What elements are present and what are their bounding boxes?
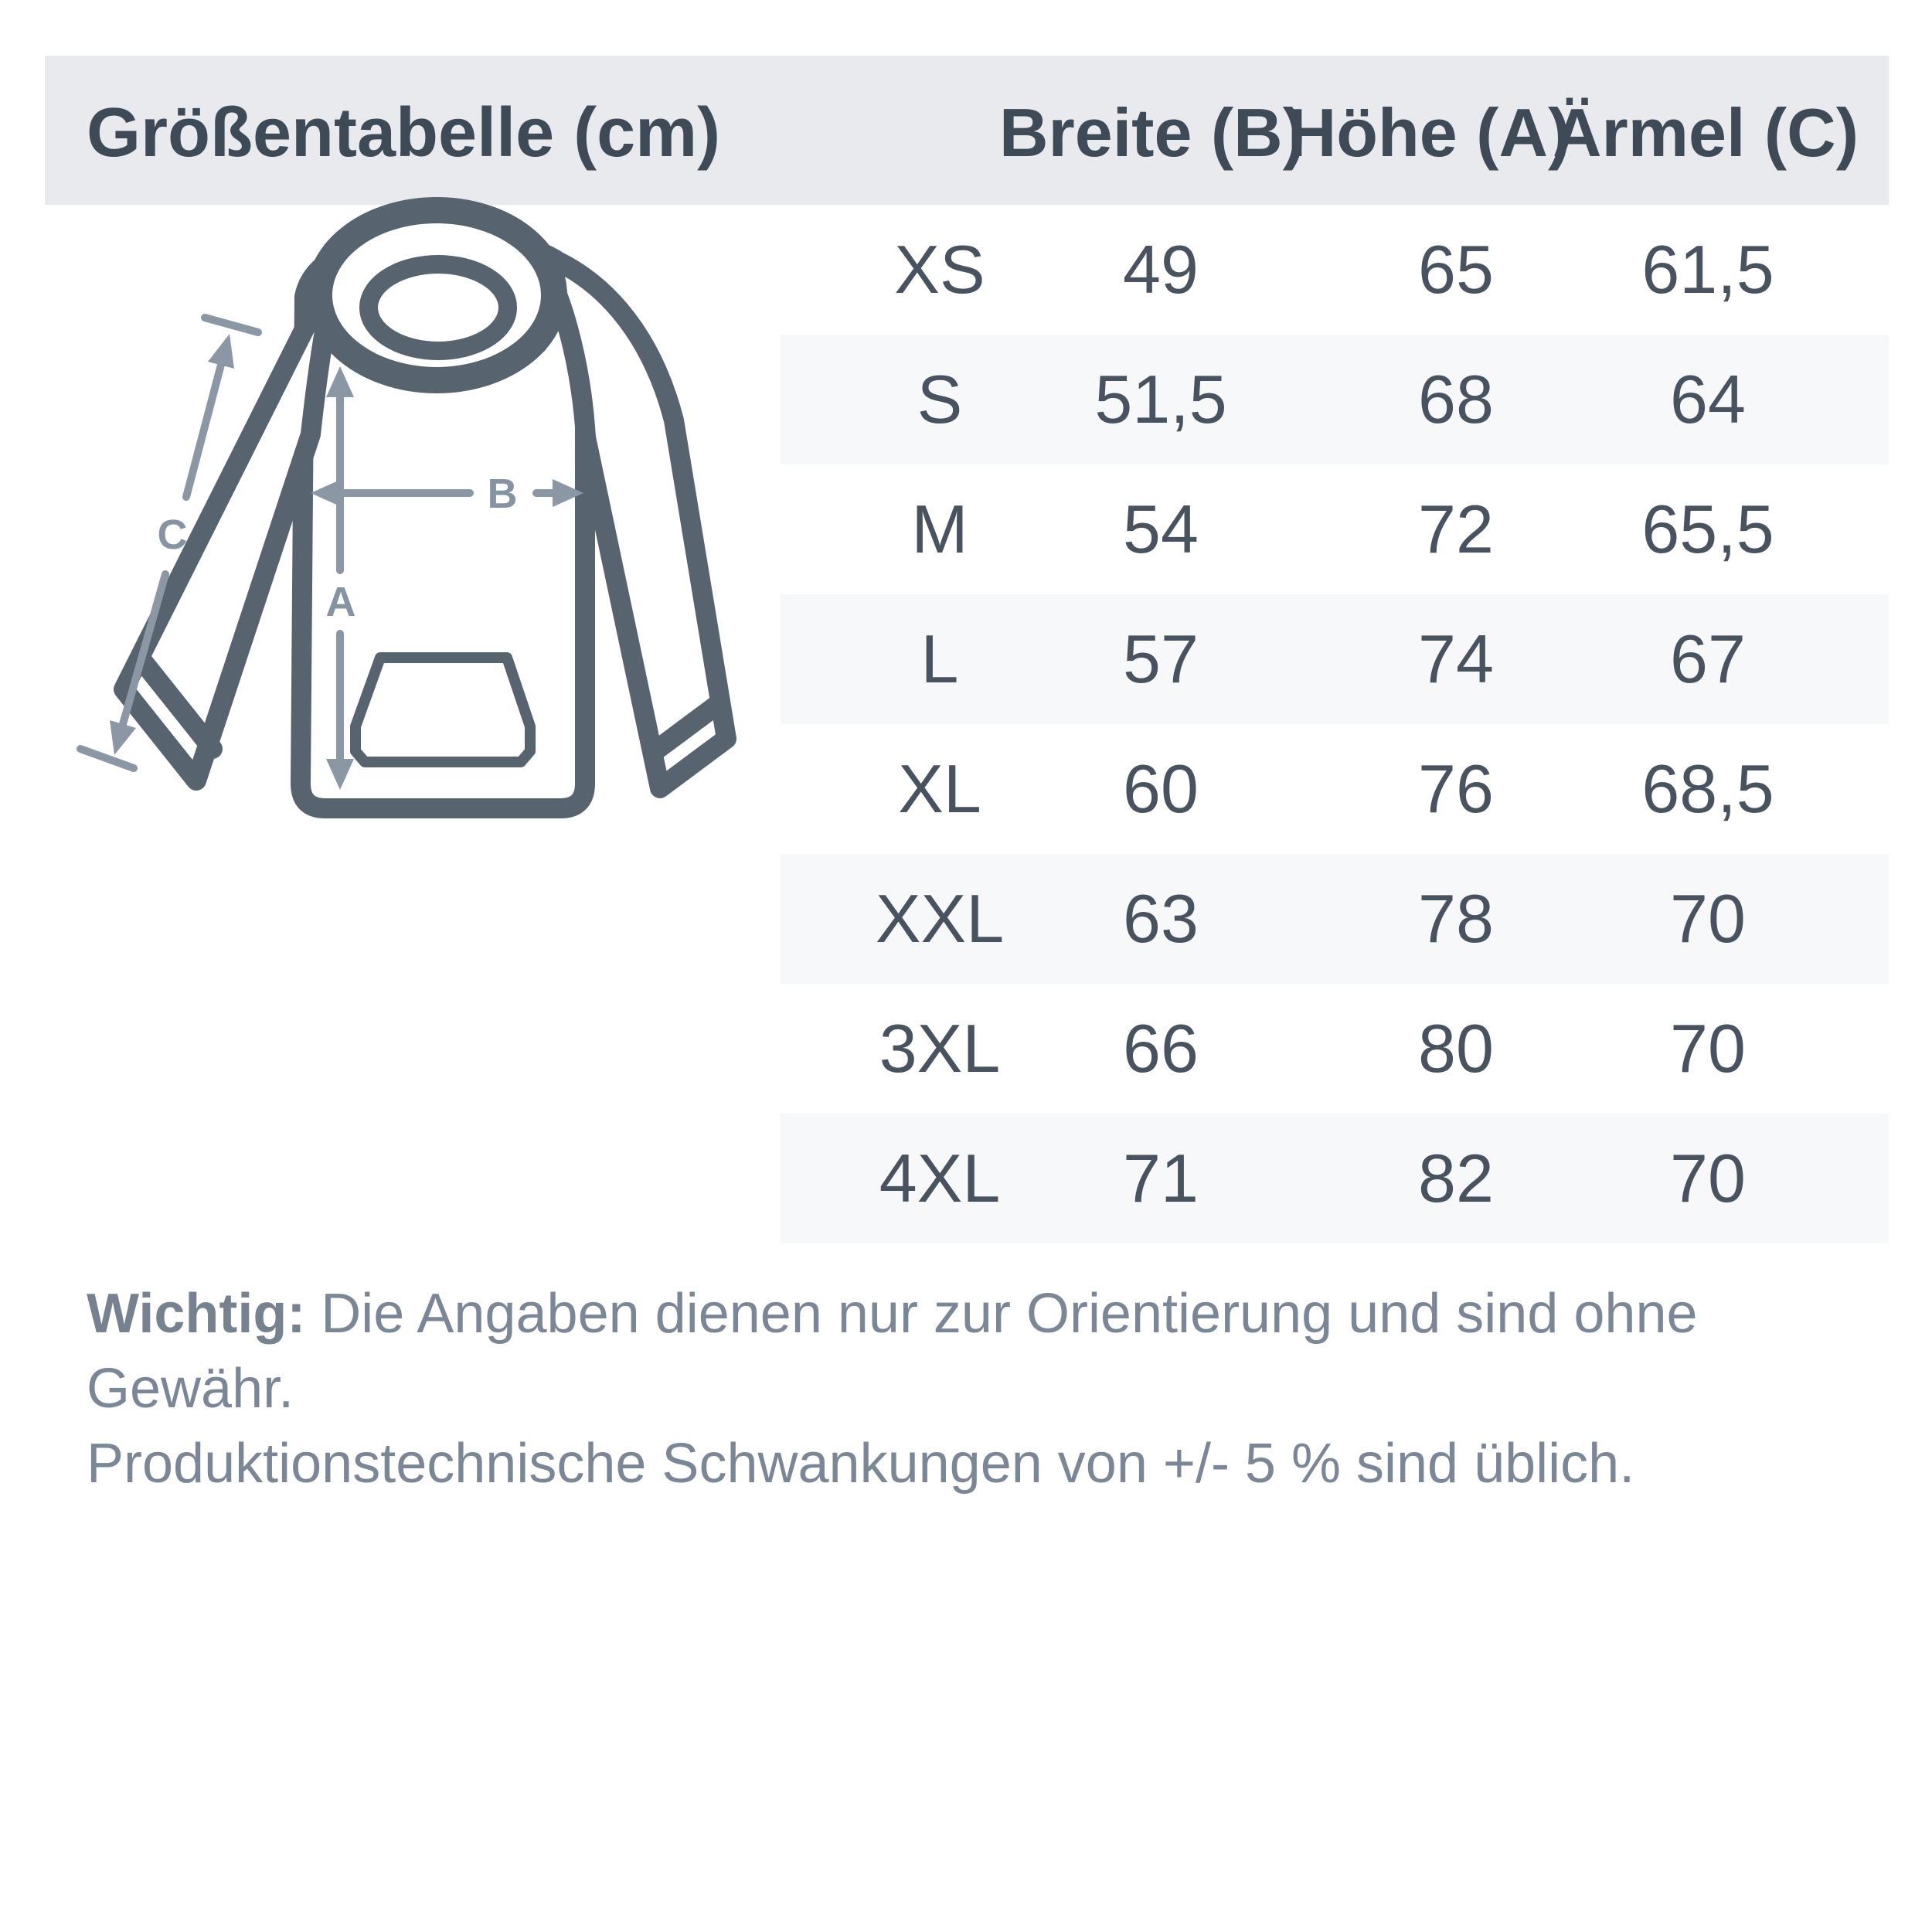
aermel-value: 65,5 — [1641, 491, 1774, 567]
label-c: C — [157, 512, 188, 558]
table-row-xs — [45, 205, 1889, 335]
size-label: XS — [894, 231, 985, 308]
label-a: A — [325, 579, 356, 625]
table-row-l — [45, 594, 1889, 724]
breite-value: 57 — [1123, 621, 1199, 697]
hoehe-value: 76 — [1418, 750, 1494, 827]
disclaimer-bold-prefix: Wichtig: — [87, 1283, 306, 1345]
aermel-value: 70 — [1670, 1140, 1746, 1216]
breite-value: 60 — [1123, 750, 1199, 827]
table-row-s — [45, 335, 1889, 464]
disclaimer-line2: Produktionstechnische Schwankungen von +/- 5 % sind üblich. — [87, 1433, 1635, 1495]
breite-value: 66 — [1123, 1010, 1199, 1087]
table-row-4xl — [45, 1114, 1889, 1243]
size-label: 3XL — [879, 1010, 1001, 1087]
size-label: S — [917, 361, 963, 437]
table-row-m — [45, 464, 1889, 594]
hoehe-value: 78 — [1418, 880, 1494, 957]
aermel-value: 67 — [1670, 621, 1746, 697]
size-label: XL — [898, 750, 981, 827]
table-row-xxl — [45, 854, 1889, 984]
hoehe-value: 72 — [1418, 491, 1494, 567]
aermel-value: 61,5 — [1641, 231, 1774, 308]
size-label: 4XL — [879, 1140, 1001, 1216]
aermel-value: 70 — [1670, 880, 1746, 957]
hoehe-value: 65 — [1418, 231, 1494, 308]
hoehe-value: 80 — [1418, 1010, 1494, 1087]
hoehe-value: 68 — [1418, 361, 1494, 437]
column-header-aermel: Ärmel (C) — [1552, 94, 1859, 171]
disclaimer-note — [87, 1277, 1864, 1502]
size-table — [45, 205, 1889, 1243]
column-header-breite: Breite (B) — [998, 94, 1306, 171]
column-header-hoehe: Höhe (A) — [1287, 94, 1571, 171]
size-label: L — [920, 621, 959, 697]
label-b: B — [487, 471, 518, 517]
hoehe-value: 82 — [1418, 1140, 1494, 1216]
breite-value: 54 — [1123, 491, 1199, 567]
breite-value: 63 — [1123, 880, 1199, 957]
table-row-xl — [45, 724, 1889, 854]
hoehe-value: 74 — [1418, 621, 1494, 697]
size-chart-title: Größentabelle (cm) — [87, 94, 721, 172]
size-label: M — [911, 491, 968, 567]
aermel-value: 64 — [1670, 361, 1746, 437]
aermel-value: 68,5 — [1641, 750, 1774, 827]
breite-value: 71 — [1123, 1140, 1199, 1216]
aermel-value: 70 — [1670, 1010, 1746, 1087]
breite-value: 49 — [1123, 231, 1199, 308]
table-row-3xl — [45, 984, 1889, 1114]
size-label: XXL — [875, 880, 1005, 957]
disclaimer-line1: Die Angaben dienen nur zur Orientierung und sind ohne Gewähr. — [87, 1283, 1698, 1420]
breite-value: 51,5 — [1094, 361, 1227, 437]
